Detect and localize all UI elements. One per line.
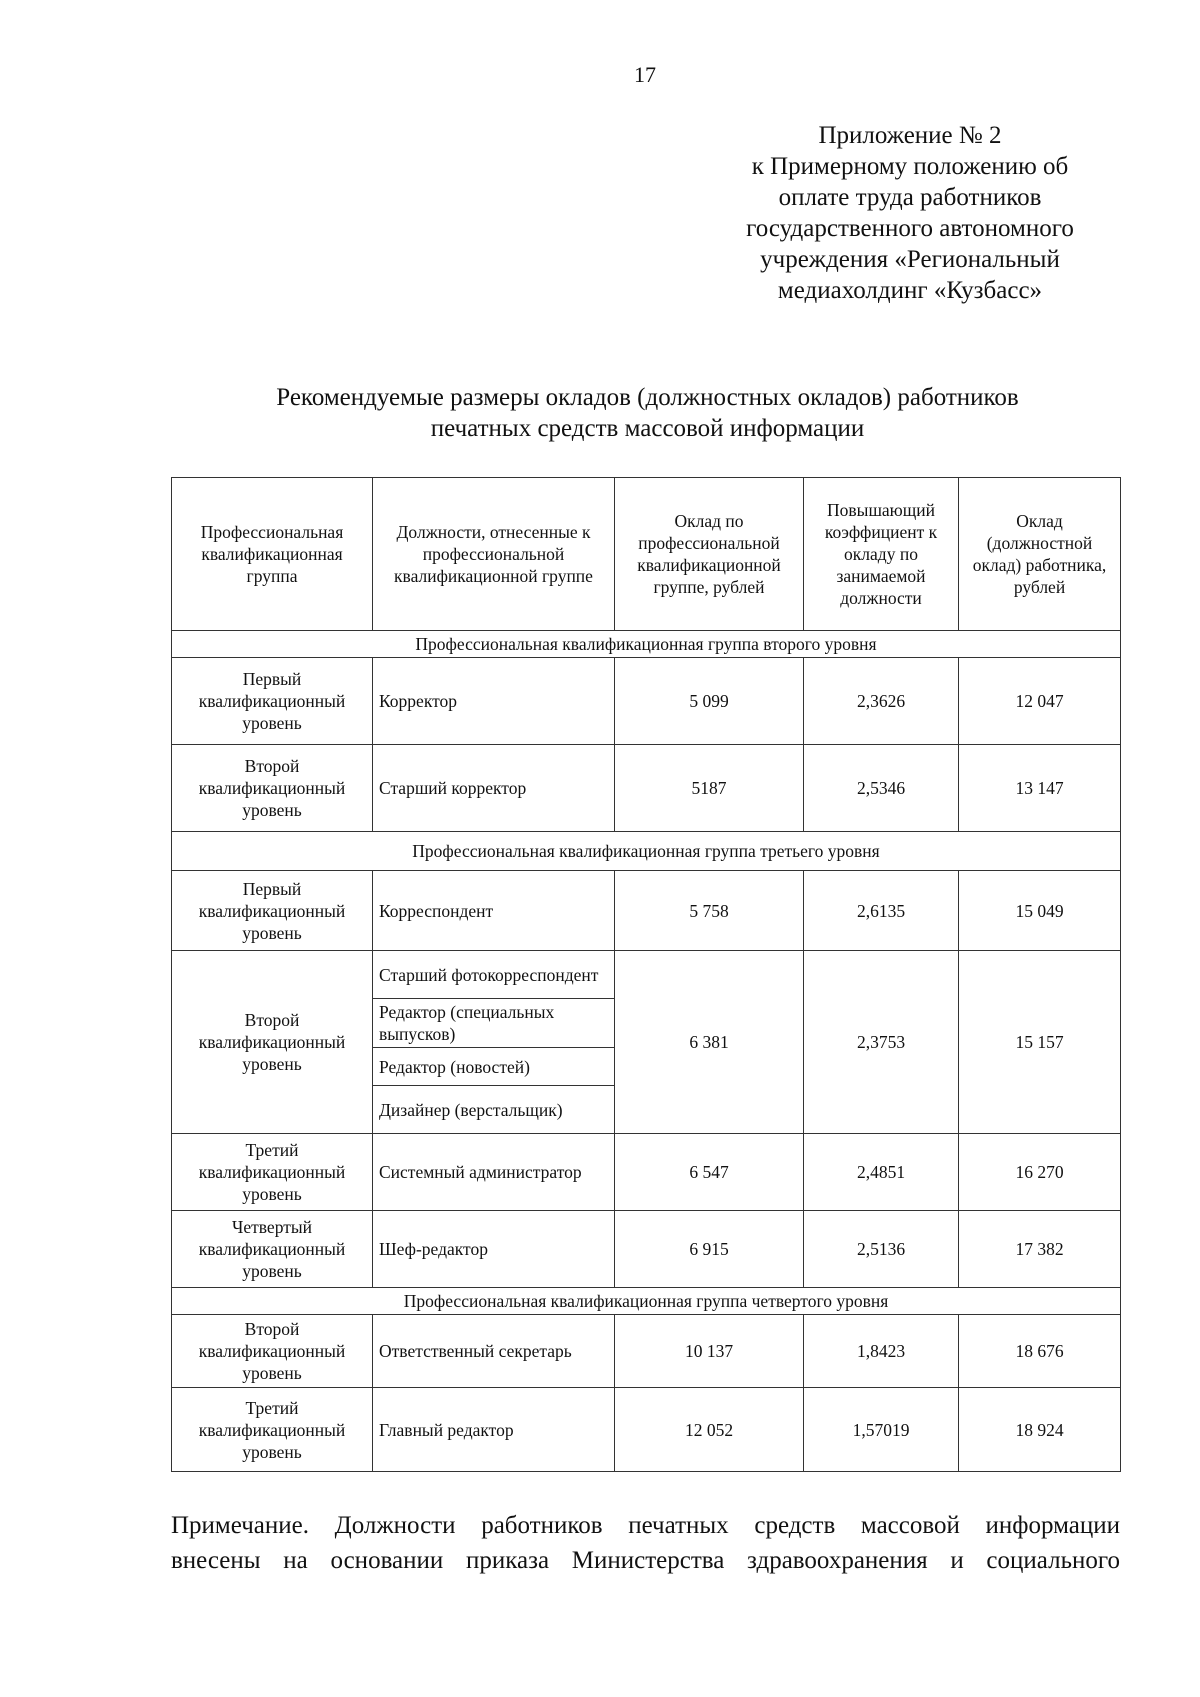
header-cell: Должности, отнесенные к профессиональной квалификационной группе bbox=[373, 478, 615, 631]
coefficient-cell: 1,8423 bbox=[804, 1315, 959, 1388]
coefficient-cell: 2,3626 bbox=[804, 658, 959, 745]
appendix-line: к Примерному положению об bbox=[751, 153, 1069, 180]
level-cell: Второй квалификационный уровень bbox=[172, 951, 373, 1134]
group-title: Профессиональная квалификационная группа четвертого уровня bbox=[172, 1288, 1121, 1315]
appendix-header bbox=[700, 120, 1120, 306]
table-row bbox=[172, 871, 1121, 951]
total-cell: 18 676 bbox=[959, 1315, 1121, 1388]
total-cell: 12 047 bbox=[959, 658, 1121, 745]
total-cell: 13 147 bbox=[959, 745, 1121, 832]
group-title-row bbox=[172, 1288, 1121, 1315]
footnote bbox=[171, 1508, 1120, 1578]
level-cell: Третий квалификационный уровень bbox=[172, 1388, 373, 1472]
position-cell: Системный администратор bbox=[373, 1134, 615, 1211]
coefficient-cell: 2,4851 bbox=[804, 1134, 959, 1211]
salary-table bbox=[171, 477, 1121, 1472]
total-cell: 18 924 bbox=[959, 1388, 1121, 1472]
total-cell: 16 270 bbox=[959, 1134, 1121, 1211]
header-cell: Оклад (должностной оклад) работника, рублей bbox=[959, 478, 1121, 631]
position-cell: Старший корректор bbox=[373, 745, 615, 832]
appendix-line: оплате труда работников bbox=[778, 184, 1042, 211]
salary-cell: 6 381 bbox=[615, 951, 804, 1134]
note-line: внесены на основании приказа Министерства здравоохранения и социального bbox=[171, 1547, 1120, 1574]
salary-cell: 5 758 bbox=[615, 871, 804, 951]
salary-cell: 6 547 bbox=[615, 1134, 804, 1211]
table-header-row bbox=[172, 478, 1121, 631]
table-row bbox=[172, 658, 1121, 745]
salary-cell: 12 052 bbox=[615, 1388, 804, 1472]
coefficient-cell: 2,3753 bbox=[804, 951, 959, 1134]
table-row bbox=[172, 1388, 1121, 1472]
level-cell: Первый квалификационный уровень bbox=[172, 871, 373, 951]
group-title: Профессиональная квалификационная группа второго уровня bbox=[172, 631, 1121, 658]
group-title-row bbox=[172, 832, 1121, 871]
note-line: Примечание. Должности работников печатных средств массовой информации bbox=[171, 1512, 1120, 1539]
table-row bbox=[172, 1134, 1121, 1211]
header-cell: Оклад по профессиональной квалификационной группе, рублей bbox=[615, 478, 804, 631]
level-cell: Второй квалификационный уровень bbox=[172, 1315, 373, 1388]
table-row bbox=[172, 1211, 1121, 1288]
position-cell: Ответственный секретарь bbox=[373, 1315, 615, 1388]
level-cell: Третий квалификационный уровень bbox=[172, 1134, 373, 1211]
group-title-row bbox=[172, 631, 1121, 658]
title-line: печатных средств массовой информации bbox=[430, 415, 865, 442]
level-cell: Четвертый квалификационный уровень bbox=[172, 1211, 373, 1288]
coefficient-cell: 2,6135 bbox=[804, 871, 959, 951]
table-row bbox=[172, 951, 1121, 999]
total-cell: 17 382 bbox=[959, 1211, 1121, 1288]
position-cell: Редактор (специальных выпусков) bbox=[373, 999, 615, 1048]
appendix-line: государственного автономного bbox=[746, 215, 1074, 242]
position-cell: Главный редактор bbox=[373, 1388, 615, 1472]
salary-cell: 5187 bbox=[615, 745, 804, 832]
level-cell: Первый квалификационный уровень bbox=[172, 658, 373, 745]
position-cell: Корректор bbox=[373, 658, 615, 745]
table-row bbox=[172, 745, 1121, 832]
position-cell: Старший фотокорреспондент bbox=[373, 951, 615, 999]
appendix-line: медиахолдинг «Кузбасс» bbox=[777, 277, 1043, 304]
total-cell: 15 049 bbox=[959, 871, 1121, 951]
position-cell: Корреспондент bbox=[373, 871, 615, 951]
coefficient-cell: 1,57019 bbox=[804, 1388, 959, 1472]
position-cell: Дизайнер (верстальщик) bbox=[373, 1086, 615, 1134]
title-line: Рекомендуемые размеры окладов (должностных окладов) работников bbox=[276, 384, 1019, 411]
group-title: Профессиональная квалификационная группа третьего уровня bbox=[172, 832, 1121, 871]
coefficient-cell: 2,5136 bbox=[804, 1211, 959, 1288]
table-row bbox=[172, 1315, 1121, 1388]
header-cell: Повышающий коэффициент к окладу по занимаемой должности bbox=[804, 478, 959, 631]
page-number: 17 bbox=[634, 62, 656, 87]
appendix-line: учреждения «Региональный bbox=[760, 246, 1060, 273]
level-cell: Второй квалификационный уровень bbox=[172, 745, 373, 832]
total-cell: 15 157 bbox=[959, 951, 1121, 1134]
header-cell: Профессиональная квалификационная группа bbox=[172, 478, 373, 631]
salary-cell: 5 099 bbox=[615, 658, 804, 745]
position-cell: Редактор (новостей) bbox=[373, 1048, 615, 1086]
coefficient-cell: 2,5346 bbox=[804, 745, 959, 832]
salary-cell: 10 137 bbox=[615, 1315, 804, 1388]
salary-cell: 6 915 bbox=[615, 1211, 804, 1288]
appendix-line: Приложение № 2 bbox=[818, 122, 1002, 149]
position-cell: Шеф-редактор bbox=[373, 1211, 615, 1288]
document-title bbox=[170, 382, 1125, 444]
